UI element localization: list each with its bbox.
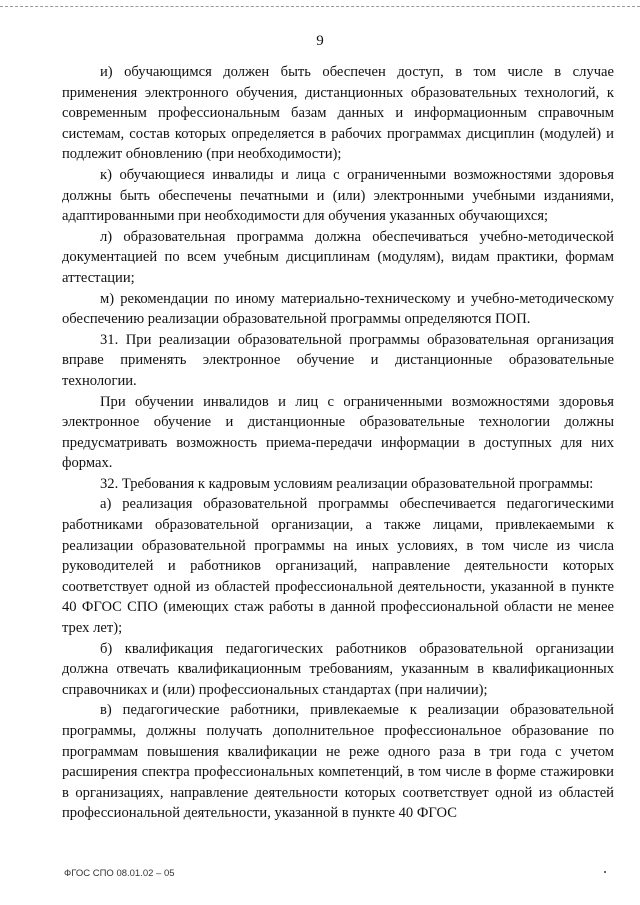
document-footer-code: ФГОС СПО 08.01.02 – 05 bbox=[64, 868, 175, 879]
paragraph-v: в) педагогические работники, привлекаемые к реализации образовательной программы, должны получать дополнительное профессиональное образование по программам повышения квалификации не реже одного раза в три года с учетом расширения спектра профессиональных компетенций, в том числе в форме стажировки в организациях, направление деятельности которых соответствует одной из областей профессиональной деятельности, указанной в пункте 40 ФГОС bbox=[62, 702, 614, 822]
paragraph-31-disabled: При обучении инвалидов и лиц с ограниченными возможностями здоровья электронное обучение и дистанционные образовательные технологии должны предусматривать возможность приема-передачи информации в доступных для них формах. bbox=[62, 393, 614, 472]
paragraph-l: л) образовательная программа должна обеспечиваться учебно-методической документацией по всем учебным дисциплинам (модулям), видам практики, формам аттестации; bbox=[62, 228, 614, 286]
paragraph-i: и) обучающимся должен быть обеспечен доступ, в том числе в случае применения электронного обучения, дистанционных образовательных технологий, к современным профессиональным базам данных и информационным справочным системам, состав которых определяется в рабочих программах дисциплин (модулей) и подлежит обновлению (при необходимости); bbox=[62, 64, 614, 163]
paragraph-b: б) квалификация педагогических работников образовательной организации должна отвечать квалификационным требованиям, указанным в квалификационных справочниках и (или) профессиональных стандартах (при наличии); bbox=[62, 640, 614, 698]
paragraph-m: м) рекомендации по иному материально-техническому и учебно-методическому обеспечению реализации образовательной программы определяются ПОП. bbox=[62, 290, 614, 328]
paragraph-32: 32. Требования к кадровым условиям реализации образовательной программы: bbox=[100, 475, 594, 492]
paragraph-31: 31. При реализации образовательной программы образовательная организация вправе применять электронное обучение и дистанционные образовательные технологии. bbox=[62, 331, 614, 389]
scan-speck bbox=[604, 871, 606, 873]
paragraph-a: а) реализация образовательной программы обеспечивается педагогическими работниками образовательной организации, а также лицами, привлекаемыми к реализации образовательной программы на иных условиях, в том числе из числа руководителей и работников организаций, направление деятельности которых соответствует одной из областей профессиональной деятельности, указанной в пункте 40 ФГОС СПО (имеющих стаж работы в данной профессиональной области не менее трех лет); bbox=[62, 496, 614, 637]
page-number: 9 bbox=[316, 33, 324, 49]
scan-edge-rule bbox=[0, 6, 640, 7]
paragraph-k: к) обучающиеся инвалиды и лица с ограниченными возможностями здоровья должны быть обеспечены печатными и (или) электронными учебными изданиями, адаптированными при необходимости для обучения указанных обучающихся; bbox=[62, 166, 614, 225]
body-text bbox=[62, 62, 614, 824]
